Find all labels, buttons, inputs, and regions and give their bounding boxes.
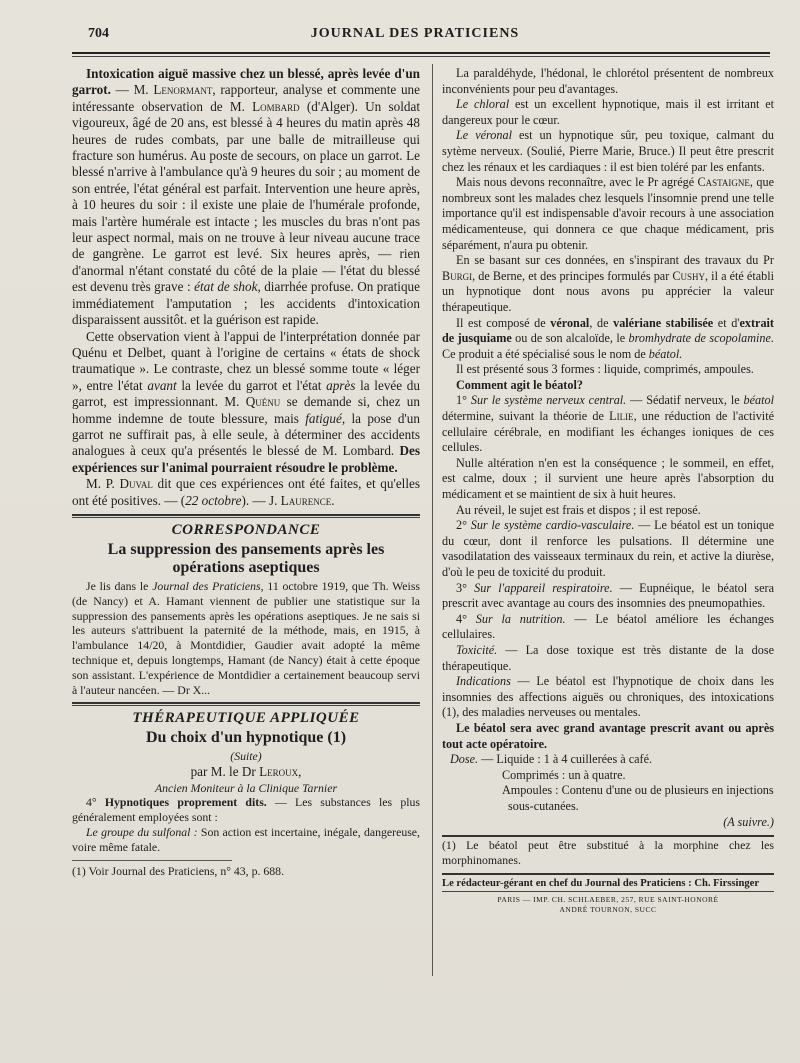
footnote-rule (72, 860, 232, 861)
systeme-nerveux-paragraph: 1° Sur le système nerveux central. — Sédatif nerveux, le béatol détermine, suivant la théorie de Lilie, une réduction de l'activité cellulaire cérébrale, en modifiant les échanges ioniques de ces cellules. (442, 393, 774, 455)
dose-comprimes: Comprimés : un à quatre. (502, 767, 626, 782)
section-rule-thin (72, 517, 420, 518)
composition-paragraph: Il est composé de véronal, de valériane stabilisée et d'extrait de jusquiame ou de son alcaloïde, le bromhydrate de scopolamine. Ce produit a été spécialisé sous le nom de béatol. (442, 315, 774, 361)
therapeutique-heading: THÉRAPEUTIQUE APPLIQUÉE (132, 710, 360, 727)
page-number: 704 (88, 26, 109, 41)
section-rule (72, 514, 420, 516)
author-line: par M. le Dr Leroux, (190, 764, 302, 780)
correspondance-title: La suppression des pansements après les opérations aseptiques (107, 540, 385, 576)
page-header (60, 26, 770, 50)
paraldehyde-paragraph: La paraldéhyde, l'hédonal, le chlorétol présentent de nombreux inconvénients pour peu d'avantages. (442, 66, 774, 96)
castaigne-paragraph: Mais nous devons reconnaître, avec le Pr agrégé Castaigne, que nombreux sont les malades chez lesquels l'insomnie prend une telle importance qu'il est indispensable d'avoir recours à une association médicamenteuse, qui donnera ce que chaque médicament, pris séparément, n'aura pu obtenir. (442, 175, 774, 252)
chloral-paragraph: Le chloral est un excellent hypnotique, mais il est irritant et dangereux pour le cœur. (442, 97, 774, 127)
right-column (442, 66, 774, 915)
dose-liquide: Dose. — Liquide : 1 à 4 cuillerées à café. (450, 752, 653, 767)
dose-ampoules: Ampoules : Contenu d'une ou de plusieurs en injections (502, 783, 774, 798)
dose-sous-cutanees: sous-cutanées. (508, 798, 579, 813)
burgi-paragraph: En se basant sur ces données, en s'inspirant des travaux du Pr Burgi, de Berne, et des principes formulés par Cushy, il a été établi un hypnotique dont nous avons pu apprécier la valeur thérapeutique. (442, 253, 774, 314)
imprint-rule (442, 891, 774, 892)
reveil-paragraph: Au réveil, le sujet est frais et dispos ; il est reposé. (456, 502, 701, 517)
imprint-line-1: PARIS — IMP. CH. SCHLAEBER, 257, RUE SAINT-HONORÉ (497, 895, 719, 905)
footnote-rule-right (442, 835, 774, 837)
hypnotiques-paragraph: 4° Hypnotiques proprement dits. — Les substances les plus généralement employées sont : (72, 795, 420, 825)
comment-agit-heading: Comment agit le béatol? (456, 377, 583, 392)
cardio-paragraph: 2° Sur le système cardio-vasculaire. — Le béatol est un tonique du cœur, dont il renforce les pulsations. Il détermine une vasodilatation des vaisseaux terminaux du rein, et active la diurèse, d'où le peu de toxicité du produit. (442, 518, 774, 579)
column-separator (432, 64, 433, 976)
section-rule (72, 702, 420, 704)
dose-block (450, 752, 774, 814)
suite-label: (Suite) (230, 749, 262, 764)
imprint-line-2: ANDRÉ TOURNON, SUCC (559, 905, 657, 915)
left-column (72, 66, 420, 878)
operatoire-paragraph: Le béatol sera avec grand avantage prescrit avant ou après tout acte opératoire. (442, 720, 774, 751)
indications-paragraph: Indications — Le béatol est l'hypnotique de choix dans les insomnies des affections aiguës ou chroniques, des intoxications (1), des maladies nerveuses ou mentales. (442, 674, 774, 720)
hypnotique-title: Du choix d'un hypnotique (1) (145, 729, 347, 747)
paragraph-duval: M. P. Duval dit que ces expériences ont été faites, et qu'elles ont été positives. — (22 octobre). — J. Laurence. (72, 476, 420, 508)
journal-title: JOURNAL DES PRATICIENS (310, 26, 520, 41)
footnote-right: (1) Le béatol peut être substitué à la morphine chez les morphinomanes. (442, 838, 774, 867)
correspondance-body: Je lis dans le Journal des Praticiens, 11 octobre 1919, que Th. Weiss (de Nancy) et A. Hamant viennent de publier une statistique sur la suppression des pansements après les opérations aseptiques. Je ne sais si les auteurs s'attribuent la paternité de la méthode, mais, en 1915, à l'ambulance 14/20, à Montdidier, Gaudier avait adopté la même technique et, depuis longtemps, Hamant (de Nancy) était à cette époque son assistant. L'expérience de Montdidier a certainement beaucoup servi à l'auteur nancéen. — Dr X... (72, 578, 421, 697)
nutrition-paragraph: 4° Sur la nutrition. — Le béatol améliore les échanges cellulaires. (442, 611, 775, 642)
redacteur-line: Le rédacteur-gérant en chef du Journal des Praticiens : Ch. Firssinger (442, 877, 760, 889)
author-role: Ancien Moniteur à la Clinique Tarnier (154, 780, 338, 795)
sulfonal-paragraph: Le groupe du sulfonal : Son action est incertaine, inégale, dangereuse, voire même fatale. (72, 824, 420, 854)
formes-paragraph: Il est présenté sous 3 formes : liquide, comprimés, ampoules. (456, 362, 754, 377)
intoxication-title: Intoxication aiguë massive chez un blessé, après levée d'un garrot. (72, 66, 420, 98)
paragraph-intoxication: Intoxication aiguë massive chez un blessé, après levée d'un garrot. — M. Lenormant, rapporteur, analyse et commente une intéressante observation de M. Lombard (d'Alger). Un soldat vigoureux, âgé de 20 ans, est blessé à 4 heures du matin après 48 heures de rudes combats, par une balle de mitrailleuse qui fracture son humérus. Au poste de secours, on place un garrot. Le blessé n'arrive à l'ambulance qu'à 9 heures du soir ; au moment de son entrée, l'état général est parfait. Intervention une heure après, à 10 heures du soir : il existe une plaie de l'humérale profonde, mais l'artère humérale est intacte ; les muscles du bras n'ont pas leur aspect normal, mais on ne trouve à leur niveau aucune trace de gangrène. Le garrot est levé. Six heures après, — rien d'anormal n'étant constaté du côté de la plaie — l'état du blessé est devenu très grave : état de shok, diarrhée profuse. On pratique immédiatement l'amputation ; les accidents d'intoxication disparaissent aussitôt. et la guérison est rapide. (72, 66, 420, 328)
header-rule (72, 52, 770, 54)
toxicite-paragraph: Toxicité. — La dose toxique est très distante de la dose thérapeutique. (442, 642, 774, 673)
footnote-left: (1) Voir Journal des Praticiens, n° 43, p. 688. (72, 863, 285, 878)
respiratoire-paragraph: 3° Sur l'appareil respiratoire. — Eupnéique, le béatol sera prescrit avec avantage au cours des insomnies des pneumopathies. (442, 580, 775, 611)
a-suivre: (A suivre.) (723, 814, 774, 829)
veronal-paragraph: Le véronal est un hypnotique sûr, peu toxique, calmant du sytème nerveux. (Soulié, Pierre Marie, Bruce.) Il peut être prescrit chez les rénaux et les cardiaques : il est bien toléré par les enfants. (442, 128, 775, 174)
header-rule-thin (72, 56, 770, 57)
paragraph-observation: Cette observation vient à l'appui de l'interprétation donnée par Quénu et Delbet, quant à l'origine de certains « états de shock traumatique ». Le contraste, chez un blessé somme toute « léger », entre l'état avant la levée du garrot et l'état après la levée du garrot, est impressionnant. M. Quénu se demande si, chez un homme indemne de toute blessure, mais fatigué, la pose d'un garrot ne suffirait pas, à elle seule, à déterminer des accidents analogues à ceux qu'a présentés le blessé de M. Lombard. Des expériences sur l'animal pourraient résoudre le problème. (72, 328, 420, 475)
correspondance-heading: CORRESPONDANCE (171, 521, 321, 538)
section-rule-thin (72, 705, 420, 706)
sommeil-paragraph: Nulle altération n'en est la conséquence ; le sommeil, en effet, est calme, doux ; il survient une heure après l'absorption du médicament et se maintient de six à huit heures. (442, 455, 774, 502)
footer-rule (442, 873, 774, 875)
